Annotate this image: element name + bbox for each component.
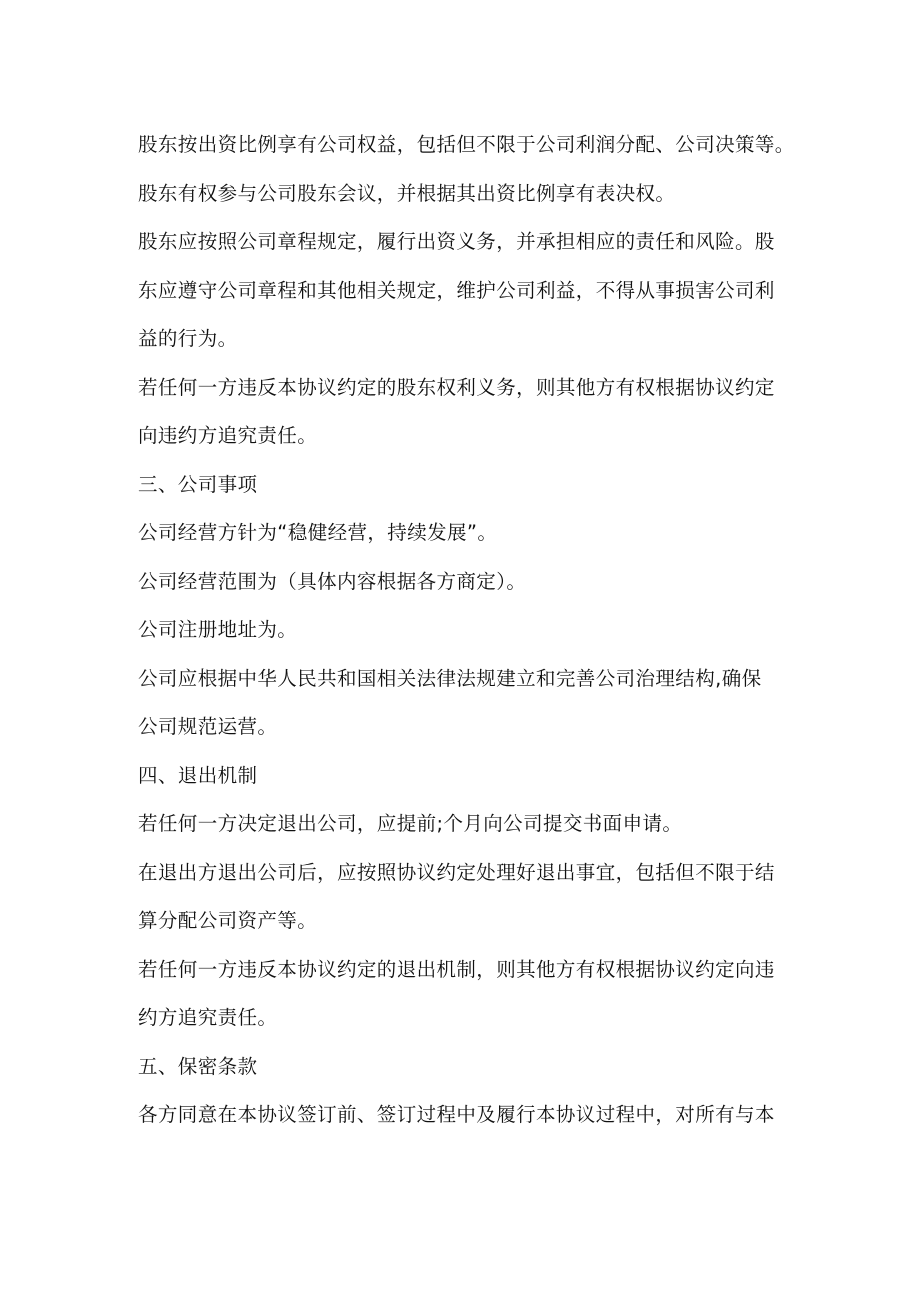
document-body bbox=[138, 127, 798, 1146]
paragraph-line: 各方同意在本协议签订前、签订过程中及履行本协议过程中，对所有与本 bbox=[138, 1103, 775, 1126]
paragraph-line: 公司经营方针为“稳健经营，持续发展”。 bbox=[138, 521, 498, 544]
paragraph-line: 股东有权参与公司股东会议，并根据其出资比例享有表决权。 bbox=[138, 181, 676, 205]
paragraph-line: 益的行为。 bbox=[138, 327, 238, 350]
section-heading: 四、退出机制 bbox=[138, 763, 258, 787]
paragraph-line: 股东按出资比例享有公司权益，包括但不限于公司利润分配、公司决策等。 bbox=[138, 133, 795, 156]
paragraph-line: 公司注册地址为。 bbox=[138, 618, 298, 641]
section-heading: 三、公司事项 bbox=[138, 472, 258, 496]
paragraph-line: 在退出方退出公司后，应按照协议约定处理好退出事宜，包括但不限于结 bbox=[138, 860, 775, 884]
paragraph-line: 东应遵守公司章程和其他相关规定，维护公司利益，不得从事损害公司利 bbox=[138, 278, 775, 302]
paragraph-line: 约方追究责任。 bbox=[138, 1006, 278, 1029]
paragraph-line: 算分配公司资产等。 bbox=[138, 909, 318, 932]
paragraph-line: 公司应根据中华人民共和国相关法律法规建立和完善公司治理结构,确保 bbox=[138, 666, 762, 690]
section-heading: 五、保密条款 bbox=[138, 1054, 258, 1078]
paragraph-line: 向违约方追究责任。 bbox=[138, 424, 318, 447]
paragraph-line: 若任何一方决定退出公司，应提前;个月向公司提交书面申请。 bbox=[138, 812, 683, 835]
paragraph-line: 公司规范运营。 bbox=[138, 715, 278, 738]
paragraph-line: 若任何一方违反本协议约定的退出机制，则其他方有权根据协议约定向违 bbox=[138, 957, 775, 981]
paragraph-line: 若任何一方违反本协议约定的股东权利义务，则其他方有权根据协议约定 bbox=[138, 375, 775, 399]
paragraph-line: 公司经营范围为（具体内容根据各方商定）。 bbox=[138, 569, 527, 593]
paragraph-line: 股东应按照公司章程规定，履行出资义务，并承担相应的责任和风险。股 bbox=[138, 230, 775, 253]
